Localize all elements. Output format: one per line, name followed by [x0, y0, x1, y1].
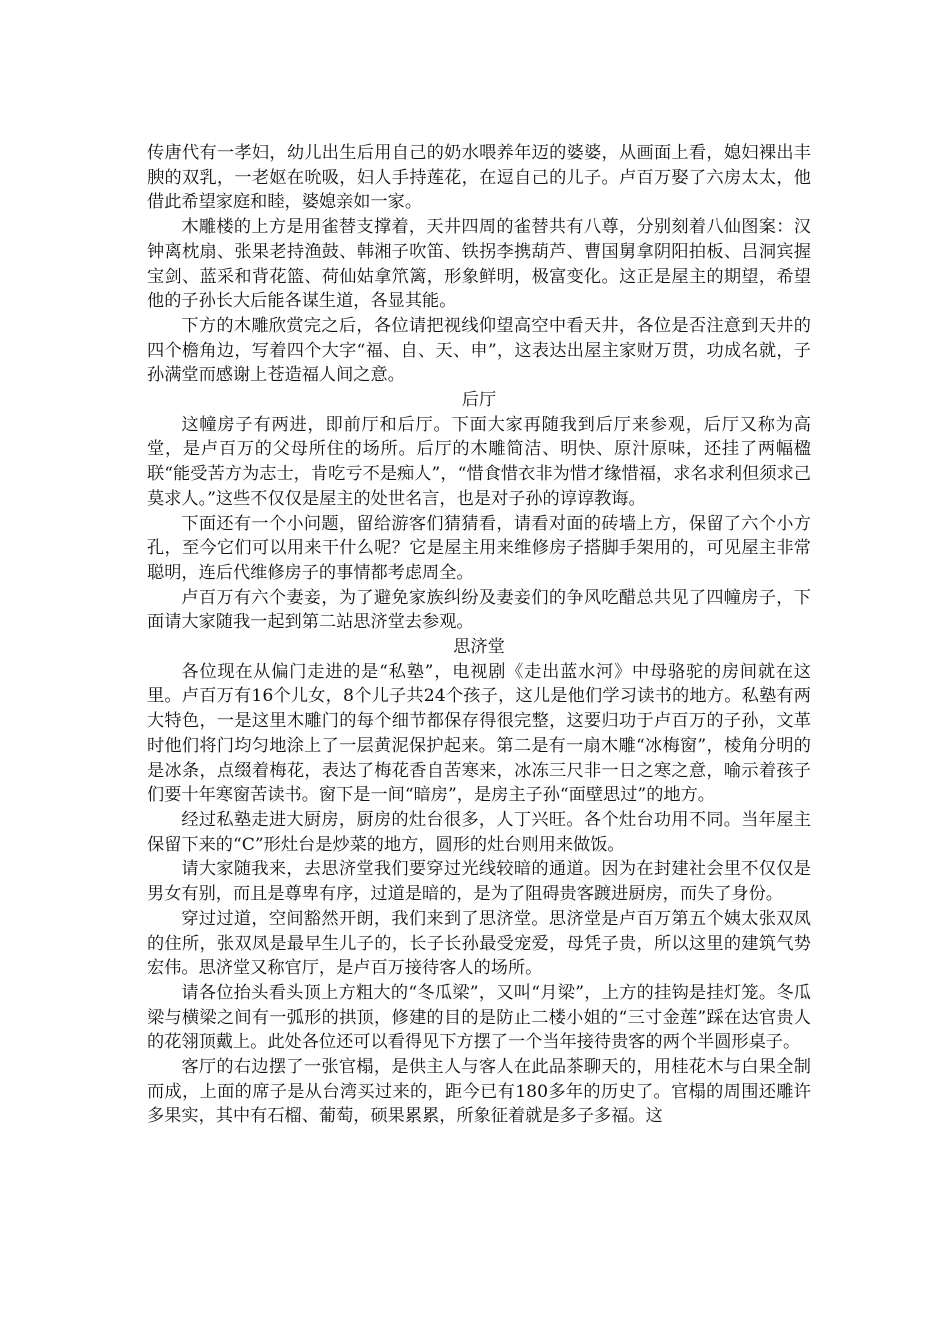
paragraph: 卢百万有六个妻妾，为了避免家族纠纷及妻妾们的争风吃醋总共见了四幢房子，下面请大家随我一起到第二站思济堂去参观。 — [147, 587, 811, 633]
paragraph: 传唐代有一孝妇，幼儿出生后用自己的奶水喂养年迈的婆婆，从画面上看，媳妇裸出丰腴的双乳，一老妪在吮吸，妇人手持莲花，在逗自己的儿子。卢百万娶了六房太太，他借此希望家庭和睦，婆媳亲如一家。 — [147, 143, 811, 213]
paragraph: 这幢房子有两进，即前厅和后厅。下面大家再随我到后厅来参观，后厅又称为高堂，是卢百万的父母所住的场所。后厅的木雕简洁、明快、原汁原味，还挂了两幅楹联“能受苦方为志士，肯吃亏不是痴人”，“惜食惜衣非为惜才缘惜福，求名求利但须求己莫求人。”这些不仅仅是屋主的处世名言，也是对子孙的谆谆教诲。 — [147, 414, 811, 509]
paragraph: 穿过过道，空间豁然开朗，我们来到了思济堂。思济堂是卢百万第五个姨太张双凤的住所，张双凤是最早生儿子的，长子长孙最受宠爱，母凭子贵，所以这里的建筑气势宏伟。思济堂又称官厅，是卢百万接待客人的场所。 — [147, 908, 811, 979]
paragraph: 请大家随我来，去思济堂我们要穿过光线较暗的通道。因为在封建社会里不仅仅是男女有别，而且是尊卑有序，过道是暗的，是为了阻碍贵客踱进厨房，而失了身份。 — [147, 859, 811, 905]
section-heading-houting: 后厅 — [461, 390, 497, 411]
paragraph: 下面还有一个小问题，留给游客们猜猜看，请看对面的砖墙上方，保留了六个小方孔，至今它们可以用来干什么呢？它是屋主用来维修房子搭脚手架用的，可见屋主非常聪明，连后代维修房子的事情都考虑周全。 — [147, 513, 811, 583]
paragraph: 木雕楼的上方是用雀替支撑着，天井四周的雀替共有八尊，分别刻着八仙图案：汉钟离枕扇、张果老持渔鼓、韩湘子吹笛、铁拐李携葫芦、曹国舅拿阴阳拍板、吕洞宾握宝剑、蓝采和背花篮、荷仙姑拿笊篱，形象鲜明，极富变化。这正是屋主的期望，希望他的子孙长大后能各谋生道，各显其能。 — [147, 217, 811, 312]
paragraph: 请各位抬头看头顶上方粗大的“冬瓜梁”，又叫“月梁”，上方的挂钩是挂灯笼。冬瓜梁与横梁之间有一弧形的拱顶，修建的目的是防止二楼小姐的“三寸金莲”踩在达官贵人的花翎顶戴上。此处各位还可以看得见下方摆了一个当年接待贵客的两个半圆形桌子。 — [147, 982, 811, 1053]
paragraph: 客厅的右边摆了一张官榻，是供主人与客人在此品茶聊天的，用桂花木与白果全制而成，上面的席子是从台湾买过来的，距今已有180多年的历史了。官榻的周围还雕许多果实，其中有石榴、葡萄，硕果累累，所象征着就是多子多福。这 — [147, 1057, 811, 1127]
paragraph: 各位现在从偏门走进的是“私塾”，电视剧《走出蓝水河》中母骆驼的房间就在这里。卢百万有16个儿女，8个儿子共24个孩子，这儿是他们学习读书的地方。私塾有两大特色，一是这里木雕门的每个细节都保存得很完整，这要归功于卢百万的子孙，文革时他们将门均匀地涂上了一层黄泥保护起来。第二是有一扇木雕“冰梅窗”，棱角分明的是冰条，点缀着梅花，表达了梅花香自苦寒来，冰冻三尺非一日之寒之意，喻示着孩子们要十年寒窗苦读书。窗下是一间“暗房”，是房主子孙“面壁思过”的地方。 — [147, 661, 811, 806]
paragraph: 经过私塾走进大厨房，厨房的灶台很多，人丁兴旺。各个灶台功用不同。当年屋主保留下来的“C”形灶台是炒菜的地方，圆形的灶台则用来做饭。 — [147, 809, 811, 855]
document-page — [147, 141, 811, 1129]
section-heading-sijitang: 思济堂 — [453, 637, 505, 658]
paragraph: 下方的木雕欣赏完之后，各位请把视线仰望高空中看天井，各位是否注意到天井的四个檐角边，写着四个大字“福、自、天、申”，这表达出屋主家财万贯，功成名就，子孙满堂而感谢上苍造福人间之意。 — [147, 315, 811, 386]
